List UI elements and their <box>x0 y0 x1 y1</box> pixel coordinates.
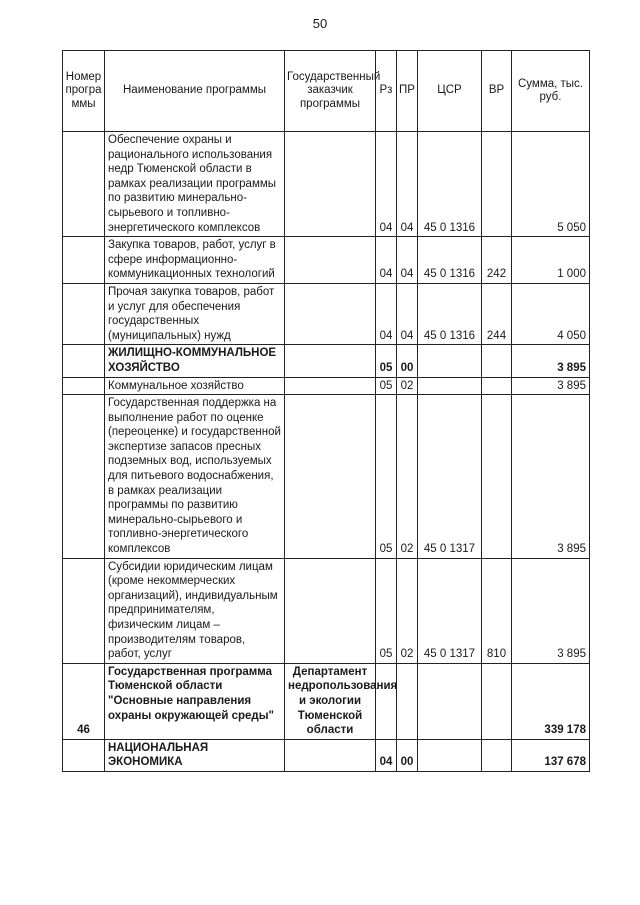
row-number <box>63 237 105 284</box>
row-number <box>63 132 105 237</box>
row-vr <box>482 377 512 395</box>
row-name: Государственная поддержка на выполнение работ по оценке (переоценке) и государственной экспертизе запасов пресных подземных вод, используемых для питьевого водоснабжения, в рамках реализации программы по развитию минерально-сырьевого и топливно-энергетического комплексов <box>105 395 285 559</box>
header-number: Номер программы <box>63 51 105 132</box>
header-vr: ВР <box>482 51 512 132</box>
row-number <box>63 395 105 559</box>
row-vr: 244 <box>482 283 512 344</box>
header-rz: Рз <box>376 51 397 132</box>
row-rz: 05 <box>376 395 397 559</box>
table-header-row <box>63 51 590 132</box>
row-rz: 05 <box>376 377 397 395</box>
row-customer <box>285 345 376 377</box>
row-rz: 05 <box>376 345 397 377</box>
row-number <box>63 377 105 395</box>
table-row <box>63 345 590 377</box>
row-customer: Департамент недропользования и экологии Тюменской области <box>285 663 376 739</box>
row-customer <box>285 132 376 237</box>
row-rz: 04 <box>376 132 397 237</box>
row-csr <box>418 345 482 377</box>
row-csr: 45 0 1316 <box>418 132 482 237</box>
row-csr <box>418 739 482 771</box>
table-row <box>63 395 590 559</box>
row-number <box>63 345 105 377</box>
page-number: 50 <box>312 16 328 31</box>
row-sum: 137 678 <box>512 739 590 771</box>
row-vr: 242 <box>482 237 512 284</box>
row-customer <box>285 558 376 663</box>
row-sum: 1 000 <box>512 237 590 284</box>
row-pr: 00 <box>397 345 418 377</box>
row-name: Обеспечение охраны и рационального использования недр Тюменской области в рамках реализации программы по развитию минерально-сырьевого и топливно-энергетического комплексов <box>105 132 285 237</box>
row-name: Закупка товаров, работ, услуг в сфере информационно-коммуникационных технологий <box>105 237 285 284</box>
row-name: Прочая закупка товаров, работ и услуг для обеспечения государственных (муниципальных) нужд <box>105 283 285 344</box>
row-number: 46 <box>63 663 105 739</box>
row-pr: 02 <box>397 395 418 559</box>
row-pr <box>397 663 418 739</box>
row-sum: 3 895 <box>512 558 590 663</box>
row-pr: 02 <box>397 377 418 395</box>
row-vr <box>482 663 512 739</box>
row-customer <box>285 283 376 344</box>
row-rz: 05 <box>376 558 397 663</box>
row-rz: 04 <box>376 739 397 771</box>
row-csr: 45 0 1317 <box>418 395 482 559</box>
row-sum: 4 050 <box>512 283 590 344</box>
row-pr: 04 <box>397 132 418 237</box>
row-vr <box>482 739 512 771</box>
row-name: Государственная программа Тюменской области "Основные направления охраны окружающей среды" <box>105 663 285 739</box>
row-rz <box>376 663 397 739</box>
row-pr: 02 <box>397 558 418 663</box>
header-sum: Сумма, тыс. руб. <box>512 51 590 132</box>
header-name: Наименование программы <box>105 51 285 132</box>
row-vr <box>482 395 512 559</box>
row-number <box>63 283 105 344</box>
row-sum: 3 895 <box>512 377 590 395</box>
row-name: Субсидии юридическим лицам (кроме некоммерческих организаций), индивидуальным предпринимателям, физическим лицам – производителям товаров, работ, услуг <box>105 558 285 663</box>
table-row <box>63 132 590 237</box>
table-row <box>63 377 590 395</box>
row-rz: 04 <box>376 237 397 284</box>
row-customer <box>285 395 376 559</box>
row-pr: 00 <box>397 739 418 771</box>
row-sum: 3 895 <box>512 345 590 377</box>
row-sum: 3 895 <box>512 395 590 559</box>
row-vr <box>482 132 512 237</box>
table-row <box>63 739 590 771</box>
header-pr: ПР <box>397 51 418 132</box>
budget-table <box>62 50 590 772</box>
row-customer <box>285 377 376 395</box>
row-csr <box>418 377 482 395</box>
row-vr: 810 <box>482 558 512 663</box>
row-pr: 04 <box>397 237 418 284</box>
row-pr: 04 <box>397 283 418 344</box>
row-csr: 45 0 1316 <box>418 237 482 284</box>
row-number <box>63 739 105 771</box>
table-row <box>63 558 590 663</box>
row-customer <box>285 237 376 284</box>
row-customer <box>285 739 376 771</box>
header-csr: ЦСР <box>418 51 482 132</box>
table-row <box>63 283 590 344</box>
row-csr: 45 0 1317 <box>418 558 482 663</box>
row-rz: 04 <box>376 283 397 344</box>
row-name: ЖИЛИЩНО-КОММУНАЛЬНОЕ ХОЗЯЙСТВО <box>105 345 285 377</box>
row-sum: 5 050 <box>512 132 590 237</box>
row-sum: 339 178 <box>512 663 590 739</box>
row-name: Коммунальное хозяйство <box>105 377 285 395</box>
row-name: НАЦИОНАЛЬНАЯ ЭКОНОМИКА <box>105 739 285 771</box>
row-number <box>63 558 105 663</box>
row-csr: 45 0 1316 <box>418 283 482 344</box>
row-csr <box>418 663 482 739</box>
table-row <box>63 663 590 739</box>
header-customer: Государственный заказчик программы <box>285 51 376 132</box>
table-row <box>63 237 590 284</box>
row-vr <box>482 345 512 377</box>
